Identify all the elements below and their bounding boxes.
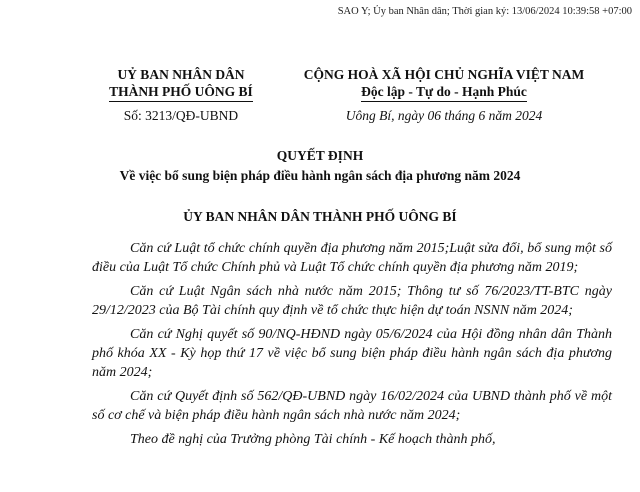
legal-bases — [92, 240, 612, 450]
legal-basis-paragraph: Căn cứ Luật tổ chức chính quyền địa phương năm 2015;Luật sửa đổi, bổ sung một số điều của Luật Tổ chức Chính phủ và Luật Tổ chức chính quyền địa phương năm 2019; — [92, 241, 612, 275]
issuing-agency — [96, 66, 266, 102]
national-motto: Độc lập - Tự do - Hạnh Phúc — [361, 83, 527, 102]
agency-line-1: UỶ BAN NHÂN DÂN — [117, 67, 245, 82]
document-title: QUYẾT ĐỊNH — [276, 148, 364, 163]
document-number: Số: 3213/QĐ-UBND — [123, 108, 239, 123]
legal-basis-paragraph: Căn cứ Luật Ngân sách nhà nước năm 2015; Thông tư số 76/2023/TT-BTC ngày 29/12/2023 của Bộ Tài chính quy định về tổ chức thực hiện dự toán NSNN năm 2024; — [92, 284, 612, 318]
issuing-authority-heading: ỦY BAN NHÂN DÂN THÀNH PHỐ UÔNG BÍ — [183, 209, 457, 224]
agency-line-2: THÀNH PHỐ UÔNG BÍ — [109, 83, 253, 102]
digital-signature-stamp: SAO Y; Ủy ban Nhân dân; Thời gian ký: 13/06/2024 10:39:58 +07:00 — [337, 6, 632, 17]
legal-basis-paragraph: Căn cứ Quyết định số 562/QĐ-UBND ngày 16/02/2024 của UBND thành phố về một số cơ chế và biện pháp điều hành ngân sách nhà nước năm 2024; — [92, 389, 612, 423]
nation-name: CỘNG HOÀ XÃ HỘI CHỦ NGHĨA VIỆT NAM — [303, 67, 585, 82]
place-and-date: Uông Bí, ngày 06 tháng 6 năm 2024 — [345, 108, 543, 123]
proposal-paragraph: Theo đề nghị của Trưởng phòng Tài chính - Kế hoạch thành phố, — [130, 432, 496, 448]
legal-basis-paragraph: Căn cứ Nghị quyết số 90/NQ-HĐND ngày 05/6/2024 của Hội đồng nhân dân Thành phố khóa XX - Kỳ họp thứ 17 về việc bổ sung biện pháp điều hành ngân sách địa phương năm 2024; — [92, 327, 612, 380]
document-subject: Về việc bổ sung biện pháp điều hành ngân sách địa phương năm 2024 — [119, 168, 521, 183]
national-heading — [276, 66, 612, 102]
